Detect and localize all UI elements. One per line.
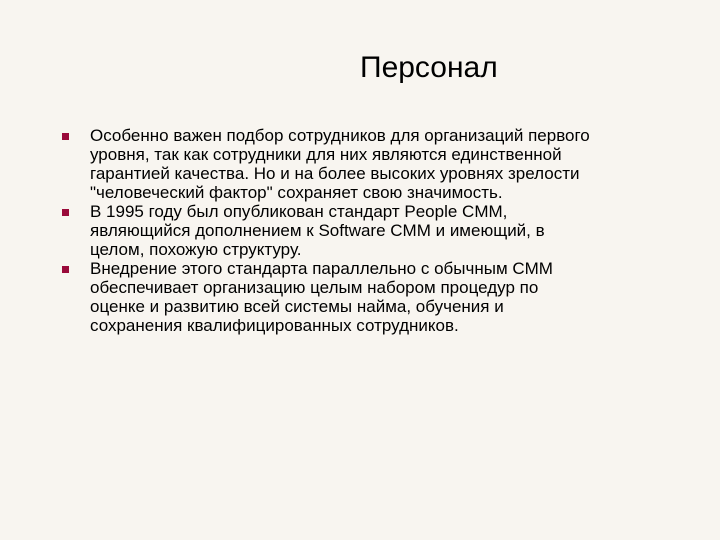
bullet-text-line: сохранения квалифицированных сотрудников. bbox=[90, 316, 459, 335]
bullet-list bbox=[56, 126, 696, 335]
bullet-text-line: "человеческий фактор" сохраняет свою значимость. bbox=[90, 183, 503, 202]
square-bullet-icon bbox=[62, 133, 69, 140]
bullet-text-line: Внедрение этого стандарта параллельно с обычным CMM bbox=[90, 259, 553, 278]
bullet-text-line: оценке и развитию всей системы найма, обучения и bbox=[90, 297, 504, 316]
square-bullet-icon bbox=[62, 266, 69, 273]
bullet-text-line: гарантией качества. Но и на более высоких уровнях зрелости bbox=[90, 164, 580, 183]
bullet-text-line: Особенно важен подбор сотрудников для организаций первого bbox=[90, 126, 590, 145]
bullet-text-line: обеспечивает организацию целым набором процедур по bbox=[90, 278, 539, 297]
bullet-item-3 bbox=[56, 259, 696, 335]
bullet-text-line: целом, похожую структуру. bbox=[90, 240, 302, 259]
bullet-text-line: уровня, так как сотрудники для них являются единственной bbox=[90, 145, 562, 164]
square-bullet-icon bbox=[62, 209, 69, 216]
bullet-item-2 bbox=[56, 202, 696, 259]
bullet-item-1 bbox=[56, 126, 696, 202]
slide-title: Персонал bbox=[360, 51, 498, 84]
bullet-text-line: В 1995 году был опубликован стандарт People CMM, bbox=[90, 202, 508, 221]
bullet-text-line: являющийся дополнением к Software CMM и имеющий, в bbox=[90, 221, 545, 240]
